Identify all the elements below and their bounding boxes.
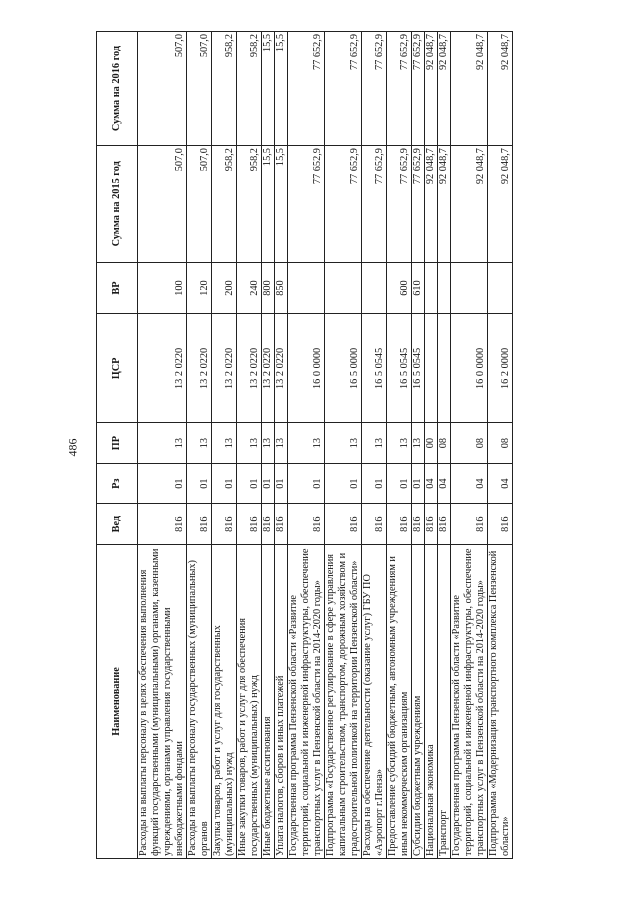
table-row: [212, 32, 237, 859]
cell-sum-2016: 15,5: [275, 32, 288, 146]
cell-csr: 13 2 0220: [262, 314, 275, 423]
cell-rz: 04: [451, 463, 488, 504]
cell-ved: 816: [212, 504, 237, 545]
cell-sum-2016: 958,2: [237, 32, 262, 146]
table-row: [362, 32, 387, 859]
cell-sum-2015: 958,2: [212, 146, 237, 263]
cell-pr: 08: [438, 423, 451, 464]
header-ved: Вед: [97, 504, 138, 545]
table-row: [488, 32, 513, 859]
cell-vr: [325, 262, 362, 314]
cell-name: Транспорт: [438, 544, 451, 858]
cell-sum-2015: 77 652,9: [412, 146, 425, 263]
cell-sum-2016: 92 048,7: [488, 32, 513, 146]
cell-vr: [438, 262, 451, 314]
cell-csr: 16 5 0000: [325, 314, 362, 423]
cell-ved: 816: [438, 504, 451, 545]
table-row: [412, 32, 425, 859]
header-sum-2015: Сумма на 2015 год: [97, 146, 138, 263]
table-body: [138, 32, 513, 859]
cell-ved: 816: [387, 504, 412, 545]
rotated-page-content: [96, 31, 596, 859]
cell-pr: 13: [262, 423, 275, 464]
cell-ved: 816: [288, 504, 325, 545]
table-row: [187, 32, 212, 859]
cell-rz: 01: [325, 463, 362, 504]
cell-vr: [488, 262, 513, 314]
cell-ved: 816: [138, 504, 187, 545]
cell-rz: 01: [262, 463, 275, 504]
cell-sum-2016: 77 652,9: [288, 32, 325, 146]
cell-csr: 13 2 0220: [212, 314, 237, 423]
cell-ved: 816: [425, 504, 438, 545]
cell-ved: 816: [275, 504, 288, 545]
cell-pr: 13: [412, 423, 425, 464]
cell-pr: 13: [237, 423, 262, 464]
cell-pr: 13: [325, 423, 362, 464]
cell-sum-2015: 958,2: [237, 146, 262, 263]
cell-vr: [425, 262, 438, 314]
cell-vr: [288, 262, 325, 314]
cell-name: Иные бюджетные ассигнования: [262, 544, 275, 858]
cell-ved: 816: [187, 504, 212, 545]
cell-rz: 01: [412, 463, 425, 504]
budget-table: [96, 31, 513, 859]
cell-sum-2015: 507,0: [187, 146, 212, 263]
cell-pr: 13: [362, 423, 387, 464]
table-header-row: [97, 32, 138, 859]
cell-csr: 16 5 0545: [387, 314, 412, 423]
cell-sum-2015: 507,0: [138, 146, 187, 263]
cell-rz: 01: [288, 463, 325, 504]
header-vr: ВР: [97, 262, 138, 314]
header-name: Наименование: [97, 544, 138, 858]
cell-sum-2016: 77 652,9: [387, 32, 412, 146]
table-row: [262, 32, 275, 859]
cell-ved: 816: [451, 504, 488, 545]
cell-name: Расходы на обеспечение деятельности (оказание услуг) ГБУ ПО «Аэропорт г.Пенза»: [362, 544, 387, 858]
cell-sum-2016: 507,0: [187, 32, 212, 146]
cell-csr: 16 5 0545: [412, 314, 425, 423]
cell-vr: 120: [187, 262, 212, 314]
cell-pr: 13: [275, 423, 288, 464]
cell-vr: 800: [262, 262, 275, 314]
cell-csr: 13 2 0220: [138, 314, 187, 423]
cell-name: Предоставление субсидий бюджетным, автономным учреждениям и иным некоммерческим организациям: [387, 544, 412, 858]
table-row: [237, 32, 262, 859]
cell-name: Закупка товаров, работ и услуг для государственных (муниципальных) нужд: [212, 544, 237, 858]
cell-vr: 240: [237, 262, 262, 314]
table-row: [425, 32, 438, 859]
table-row: [138, 32, 187, 859]
cell-rz: 01: [237, 463, 262, 504]
cell-ved: 816: [362, 504, 387, 545]
cell-ved: 816: [488, 504, 513, 545]
cell-sum-2015: 92 048,7: [451, 146, 488, 263]
cell-sum-2016: 77 652,9: [325, 32, 362, 146]
cell-sum-2015: 77 652,9: [362, 146, 387, 263]
cell-sum-2015: 92 048,7: [488, 146, 513, 263]
cell-sum-2016: 507,0: [138, 32, 187, 146]
cell-name: Субсидии бюджетным учреждениям: [412, 544, 425, 858]
page-number: 486: [65, 438, 80, 457]
cell-pr: 00: [425, 423, 438, 464]
cell-name: Подпрограмма «Государственное регулирование в сфере управления капитальным строительством, транспортом, дорожным хозяйством и градостроительной политикой на территории Пензенской области»: [325, 544, 362, 858]
cell-pr: 13: [387, 423, 412, 464]
cell-rz: 01: [387, 463, 412, 504]
cell-csr: 13 2 0220: [237, 314, 262, 423]
cell-rz: 01: [187, 463, 212, 504]
cell-name: Иные закупки товаров, работ и услуг для обеспечения государственных (муниципальных) нужд: [237, 544, 262, 858]
cell-ved: 816: [237, 504, 262, 545]
cell-vr: [362, 262, 387, 314]
table-row: [451, 32, 488, 859]
cell-vr: 850: [275, 262, 288, 314]
cell-sum-2015: 77 652,9: [325, 146, 362, 263]
cell-rz: 01: [138, 463, 187, 504]
cell-rz: 04: [488, 463, 513, 504]
cell-csr: 16 2 0000: [488, 314, 513, 423]
cell-name: Уплата налогов, сборов и иных платежей: [275, 544, 288, 858]
header-sum-2016: Сумма на 2016 год: [97, 32, 138, 146]
cell-csr: 16 0 0000: [451, 314, 488, 423]
cell-name: Национальная экономика: [425, 544, 438, 858]
cell-pr: 13: [212, 423, 237, 464]
cell-pr: 08: [488, 423, 513, 464]
cell-name: Подпрограмма «Модернизация транспортного комплекса Пензенской области»: [488, 544, 513, 858]
cell-vr: 200: [212, 262, 237, 314]
cell-sum-2015: 77 652,9: [288, 146, 325, 263]
cell-name: Государственная программа Пензенской области «Развитие территорий, социальной и инженерной инфраструктуры, обеспечение транспортных услуг в Пензенской области на 2014-2020 годы»: [451, 544, 488, 858]
cell-sum-2015: 15,5: [262, 146, 275, 263]
cell-sum-2015: 92 048,7: [425, 146, 438, 263]
header-pr: ПР: [97, 423, 138, 464]
table-row: [325, 32, 362, 859]
cell-sum-2015: 92 048,7: [438, 146, 451, 263]
cell-vr: 610: [412, 262, 425, 314]
cell-sum-2016: 15,5: [262, 32, 275, 146]
cell-csr: 13 2 0220: [187, 314, 212, 423]
cell-rz: 04: [438, 463, 451, 504]
cell-pr: 13: [138, 423, 187, 464]
table-row: [288, 32, 325, 859]
cell-name: Государственная программа Пензенской области «Развитие территорий, социальной и инженерной инфраструктуры, обеспечение транспортных услуг в Пензенской области на 2014-2020 годы»: [288, 544, 325, 858]
cell-sum-2016: 77 652,9: [412, 32, 425, 146]
cell-csr: 16 0 0000: [288, 314, 325, 423]
header-rz: Рз: [97, 463, 138, 504]
cell-vr: [451, 262, 488, 314]
cell-ved: 816: [325, 504, 362, 545]
cell-name: Расходы на выплаты персоналу в целях обеспечения выполнения функций государственными (муниципальными) органами, казенными учреждениями, органами управления государственными внебюджетными фондами: [138, 544, 187, 858]
cell-rz: 04: [425, 463, 438, 504]
cell-sum-2016: 92 048,7: [425, 32, 438, 146]
cell-pr: 13: [288, 423, 325, 464]
cell-rz: 01: [362, 463, 387, 504]
cell-csr: 16 5 0545: [362, 314, 387, 423]
cell-sum-2015: 15,5: [275, 146, 288, 263]
cell-name: Расходы на выплаты персоналу государственных (муниципальных) органов: [187, 544, 212, 858]
cell-ved: 816: [262, 504, 275, 545]
cell-sum-2016: 92 048,7: [451, 32, 488, 146]
cell-vr: 100: [138, 262, 187, 314]
cell-csr: 13 2 0220: [275, 314, 288, 423]
cell-rz: 01: [275, 463, 288, 504]
cell-sum-2015: 77 652,9: [387, 146, 412, 263]
cell-sum-2016: 77 652,9: [362, 32, 387, 146]
header-csr: ЦСР: [97, 314, 138, 423]
cell-rz: 01: [212, 463, 237, 504]
cell-sum-2016: 958,2: [212, 32, 237, 146]
cell-pr: 08: [451, 423, 488, 464]
cell-vr: 600: [387, 262, 412, 314]
cell-csr: [425, 314, 438, 423]
cell-csr: [438, 314, 451, 423]
table-row: [275, 32, 288, 859]
cell-pr: 13: [187, 423, 212, 464]
cell-sum-2016: 92 048,7: [438, 32, 451, 146]
cell-ved: 816: [412, 504, 425, 545]
table-row: [387, 32, 412, 859]
table-row: [438, 32, 451, 859]
